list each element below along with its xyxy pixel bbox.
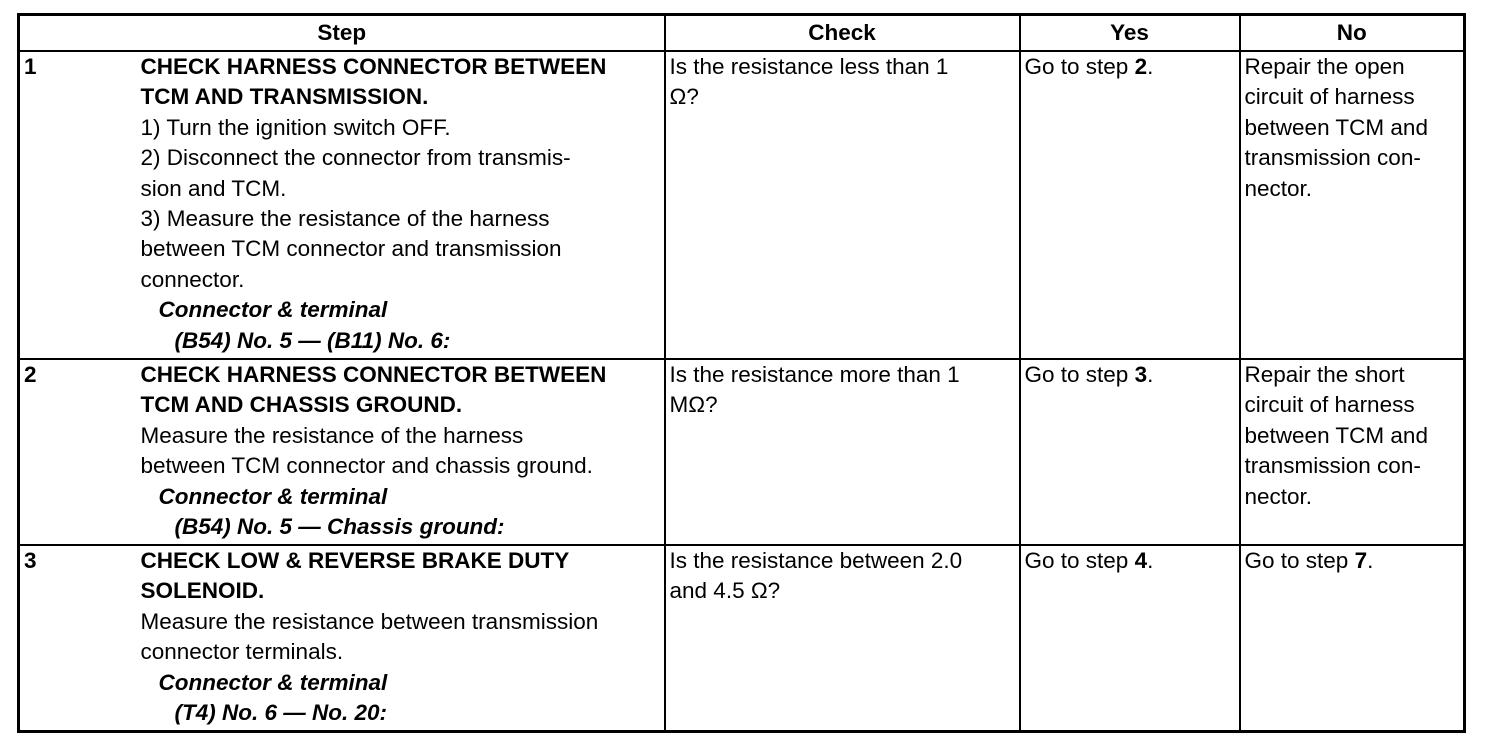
check-text: Is the resistance less than 1	[669, 54, 949, 79]
step-line: between TCM connector and chassis ground.	[140, 453, 593, 479]
yes-prefix: Go to step	[1024, 54, 1135, 79]
connector-terminal-value: (B54) No. 5 — (B11) No. 6:	[174, 327, 451, 353]
table-row	[19, 545, 1465, 731]
yes-cell	[1020, 545, 1240, 731]
step-title: TCM AND CHASSIS GROUND.	[140, 392, 463, 418]
step-line: between TCM connector and transmission	[140, 236, 562, 262]
no-text: transmission con-	[1244, 145, 1421, 171]
step-line: connector terminals.	[140, 639, 344, 665]
check-cell	[665, 51, 1020, 359]
step-description	[137, 545, 665, 731]
step-title: CHECK HARNESS CONNECTOR BETWEEN	[140, 362, 607, 387]
yes-prefix: Go to step	[1024, 362, 1135, 387]
yes-suffix: .	[1147, 548, 1154, 573]
header-check: Check	[665, 15, 1020, 52]
connector-terminal-label: Connector & terminal	[158, 297, 388, 323]
check-text: Is the resistance more than 1	[669, 362, 960, 387]
no-cell	[1240, 359, 1465, 545]
no-text: circuit of harness	[1244, 392, 1415, 418]
no-text: Repair the open	[1244, 54, 1405, 79]
diagnostic-table	[17, 13, 1466, 733]
step-line: Measure the resistance of the harness	[140, 422, 524, 448]
yes-prefix: Go to step	[1024, 548, 1135, 573]
yes-cell	[1020, 359, 1240, 545]
check-cell	[665, 545, 1020, 731]
no-text: nector.	[1244, 175, 1313, 201]
no-text: between TCM and	[1244, 422, 1428, 448]
step-title: CHECK HARNESS CONNECTOR BETWEEN	[140, 54, 607, 79]
header-no: No	[1240, 15, 1465, 52]
connector-terminal-value: (B54) No. 5 — Chassis ground:	[174, 514, 505, 540]
step-line: 3) Measure the resistance of the harness	[140, 206, 550, 232]
no-text: between TCM and	[1244, 114, 1428, 140]
table-row	[19, 359, 1465, 545]
no-cell	[1240, 51, 1465, 359]
no-prefix: Go to step	[1244, 548, 1355, 573]
check-text: Is the resistance between 2.0	[669, 548, 963, 573]
yes-step: 3	[1134, 362, 1148, 387]
step-line: Measure the resistance between transmission	[140, 608, 599, 634]
yes-cell	[1020, 51, 1240, 359]
step-line: 1) Turn the ignition switch OFF.	[140, 114, 451, 140]
step-description	[137, 51, 665, 359]
step-title: SOLENOID.	[140, 578, 265, 604]
yes-step: 2	[1134, 54, 1148, 79]
yes-suffix: .	[1147, 54, 1154, 79]
step-number: 1	[19, 51, 137, 359]
header-yes: Yes	[1020, 15, 1240, 52]
check-text: and 4.5 Ω?	[669, 578, 781, 604]
no-cell	[1240, 545, 1465, 731]
no-text: transmission con-	[1244, 453, 1421, 479]
check-text: MΩ?	[669, 392, 718, 418]
no-text: Repair the short	[1244, 362, 1405, 387]
step-line: 2) Disconnect the connector from transmis-	[140, 145, 571, 171]
no-step: 7	[1354, 548, 1368, 573]
connector-terminal-label: Connector & terminal	[158, 669, 388, 695]
connector-terminal-label: Connector & terminal	[158, 483, 388, 509]
step-title: CHECK LOW & REVERSE BRAKE DUTY	[140, 548, 570, 573]
step-title: TCM AND TRANSMISSION.	[140, 84, 429, 110]
header-row	[19, 15, 1465, 52]
no-text: circuit of harness	[1244, 84, 1415, 110]
no-suffix: .	[1367, 548, 1374, 573]
step-line: connector.	[140, 266, 245, 292]
header-step: Step	[19, 15, 665, 52]
table-row	[19, 51, 1465, 359]
no-text: nector.	[1244, 483, 1313, 509]
step-number: 3	[19, 545, 137, 731]
step-number: 2	[19, 359, 137, 545]
check-cell	[665, 359, 1020, 545]
step-description	[137, 359, 665, 545]
yes-step: 4	[1134, 548, 1148, 573]
step-line: sion and TCM.	[140, 175, 287, 201]
yes-suffix: .	[1147, 362, 1154, 387]
connector-terminal-value: (T4) No. 6 — No. 20:	[174, 700, 388, 726]
check-text: Ω?	[669, 84, 699, 110]
